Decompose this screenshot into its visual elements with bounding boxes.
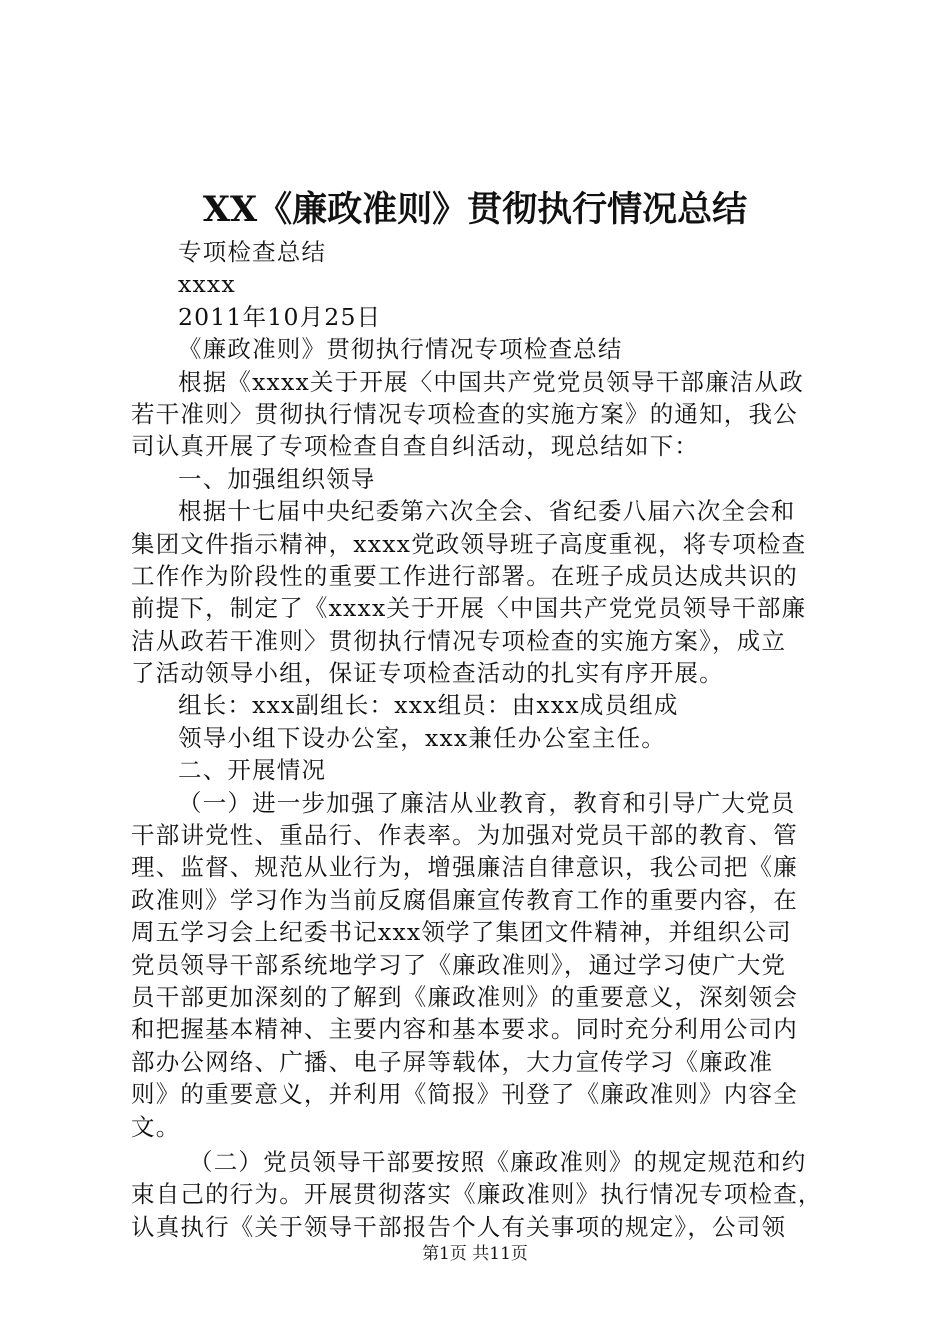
text-line: 了活动领导小组，保证专项检查活动的扎实有序开展。	[131, 659, 724, 688]
text-line: xxxx	[178, 270, 236, 299]
text-line: 束自己的行为。开展贯彻落实《廉政准则》执行情况专项检查，	[131, 1180, 823, 1209]
text-line: 周五学习会上纪委书记xxx领学了集团文件精神，并组织公司	[131, 918, 792, 947]
text-line: 洁从政若干准则〉贯彻执行情况专项检查的实施方案》，成立	[131, 626, 787, 655]
text-line: 工作作为阶段性的重要工作进行部署。在班子成员达成共识的	[131, 561, 798, 590]
document-title: XX《廉政准则》贯彻执行情况总结	[202, 189, 748, 230]
text-line: 司认真开展了专项检查自查自纠活动，现总结如下：	[131, 432, 700, 461]
text-line: 干部讲党性、重品行、作表率。为加强对党员干部的教育、管	[131, 821, 798, 850]
text-line: （一）进一步加强了廉洁从业教育，教育和引导广大党员	[178, 788, 796, 817]
text-line: 集团文件指示精神，xxxx党政领导班子高度重视，将专项检查	[131, 529, 807, 558]
text-line: 根据《xxxx关于开展〈中国共产党党员领导干部廉洁从政	[178, 367, 804, 396]
text-line: 组长：xxx副组长：xxx组员：由xxx成员组成	[178, 691, 679, 720]
text-line: 和把握基本精神、主要内容和基本要求。同时充分利用公司内	[131, 1015, 798, 1044]
text-line: 领导小组下设办公室，xxx兼任办公室主任。	[178, 723, 666, 752]
section-heading: 二、开展情况	[178, 756, 327, 785]
text-line: 部办公网络、广播、电子屏等载体，大力宣传学习《廉政准	[131, 1047, 774, 1076]
text-line: 党员领导干部系统地学习了《廉政准则》，通过学习使广大党	[131, 950, 787, 979]
section-heading: 一、加强组织领导	[178, 464, 376, 493]
document-body	[131, 236, 831, 1243]
text-line: 《廉政准则》贯彻执行情况专项检查总结	[178, 335, 623, 364]
text-line: 专项检查总结	[178, 238, 327, 266]
text-line: 理、监督、规范从业行为，增强廉洁自律意识，我公司把《廉	[131, 853, 798, 882]
text-line: 根据十七届中央纪委第六次全会、省纪委八届六次全会和	[178, 497, 796, 526]
text-line: （二）党员领导干部要按照《廉政准则》的规定规范和约	[189, 1147, 807, 1176]
page-number: 第1页 共11页	[422, 1244, 528, 1264]
text-line: 若干准则〉贯彻执行情况专项检查的实施方案》的通知，我公	[131, 399, 798, 428]
text-line: 文。	[131, 1112, 181, 1141]
text-line: 2011年10月25日	[178, 302, 382, 331]
text-line: 认真执行《关于领导干部报告个人有关事项的规定》，公司领	[131, 1212, 787, 1241]
text-line: 员干部更加深刻的了解到《廉政准则》的重要意义，深刻领会	[131, 982, 798, 1011]
text-line: 前提下，制定了《xxxx关于开展〈中国共产党党员领导干部廉	[131, 594, 807, 623]
text-line: 则》的重要意义，并利用《简报》刊登了《廉政准则》内容全	[131, 1080, 798, 1109]
text-line: 政准则》学习作为当前反腐倡廉宣传教育工作的重要内容，在	[131, 885, 798, 914]
